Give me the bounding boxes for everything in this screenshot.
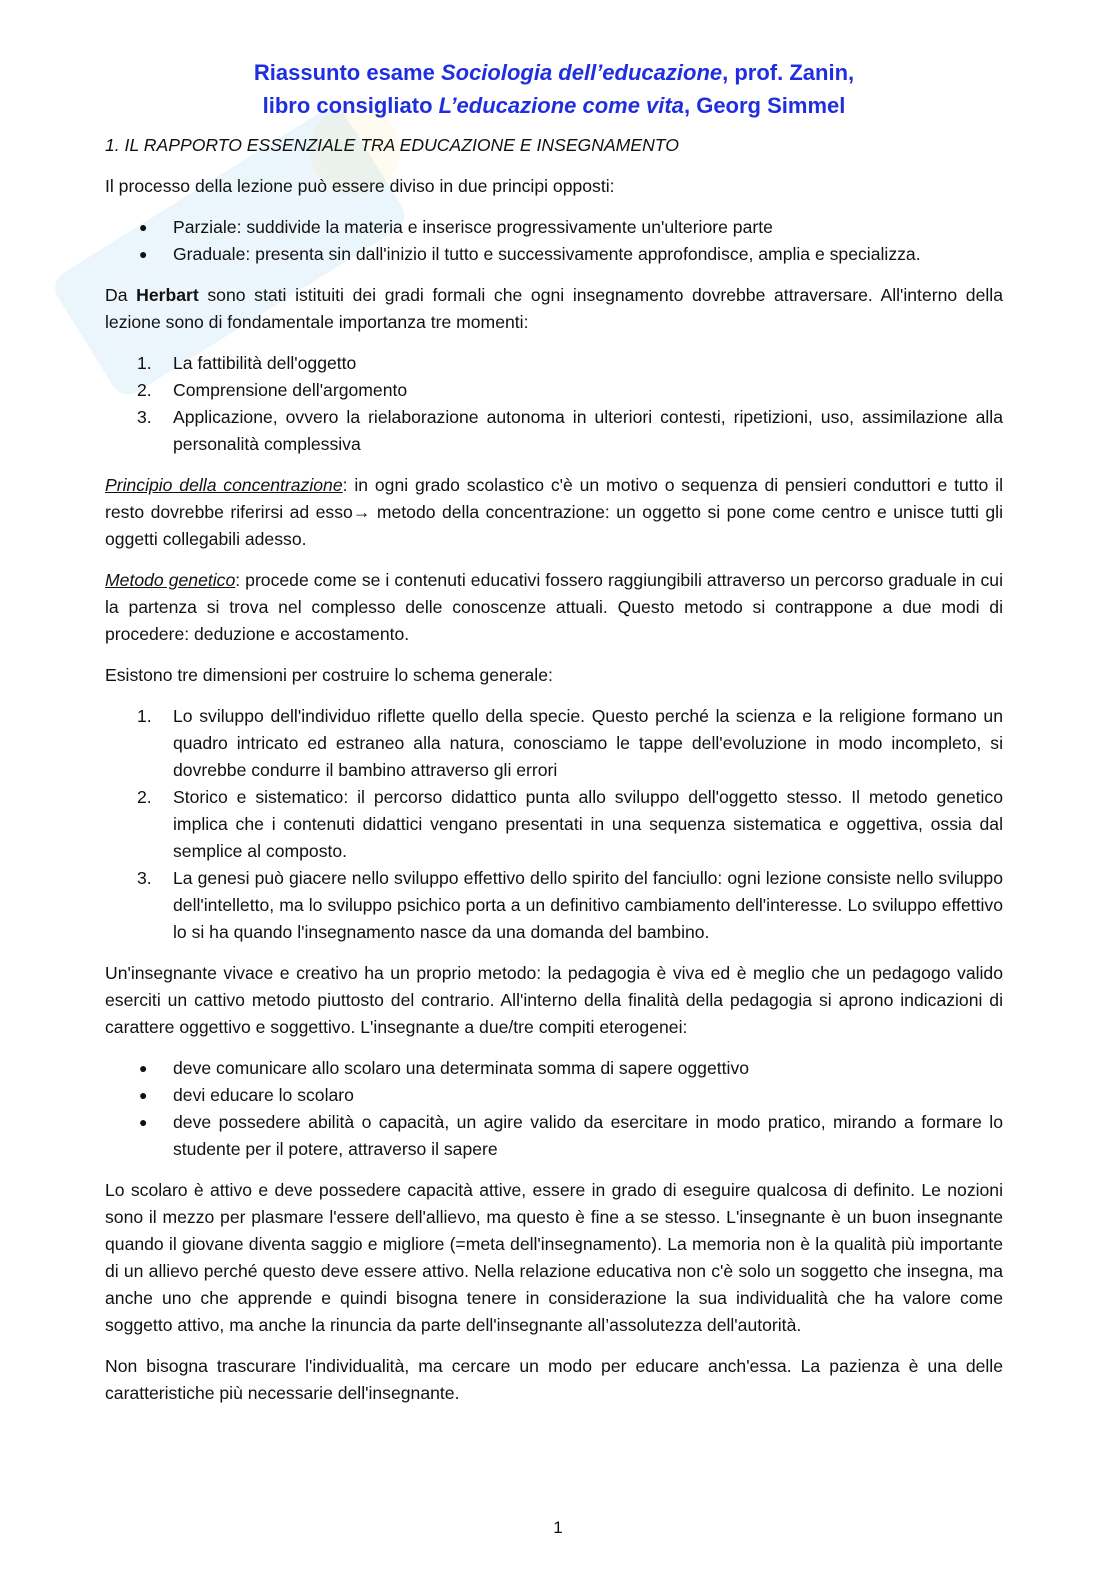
bullet-icon: ●	[139, 246, 148, 262]
document-title	[105, 56, 1003, 122]
title-line-2: libro consigliato L’educazione come vita, Georg Simmel	[262, 93, 846, 118]
list-item: 3. Applicazione, ovvero la rielaborazione autonoma in ulteriori contesti, ripetizioni, uso, assimilazione alla personalità complessiva	[137, 407, 1003, 454]
paragraph-herbart: Da Herbart sono stati istituiti dei gradi formali che ogni insegnamento dovrebbe attraversare. All'interno della lezione sono di fondamentale importanza tre momenti:	[105, 285, 1003, 332]
bullet-list-principles	[105, 214, 1003, 268]
bullet-icon: ●	[139, 1087, 148, 1103]
paragraph-insegnante: Un'insegnante vivace e creativo ha un proprio metodo: la pedagogia è viva ed è meglio che un pedagogo valido eserciti un cattivo metodo piuttosto del contrario. All'interno della finalità della pedagogia si aprono indicazioni di carattere oggettivo e soggettivo. L'insegnante a due/tre compiti eterogenei:	[105, 963, 1003, 1037]
numbered-list-dimensions	[105, 703, 1003, 946]
list-item: ● deve comunicare allo scolaro una determinata somma di sapere oggettivo	[105, 1055, 1003, 1082]
paragraph-scolaro: Lo scolaro è attivo e deve possedere capacità attive, essere in grado di eseguire qualcosa di definito. Le nozioni sono il mezzo per plasmare l'essere dell'allievo, ma questo è fine a se stesso. L'insegnante è un buon insegnante quando il giovane diventa saggio e migliore (=meta dell'insegnamento). La memoria non è la qualità più importante di un allievo perché questo deve essere attivo. Nella relazione educativa non c'è solo un soggetto che insegna, ma anche uno che apprende e quindi bisogna tenere in considerazione la sua individualità che ha valore come soggetto attivo, ma anche la rinuncia da parte dell'insegnante all’assolutezza dell'autorità.	[105, 1180, 1003, 1335]
paragraph-concentrazione: Principio della concentrazione: in ogni grado scolastico c'è un motivo o sequenza di pensieri conduttori e tutto il resto dovrebbe riferirsi ad esso→ metodo della concentrazione: un oggetto si pone come centro e unisce tutti gli oggetti collegabili adesso.	[105, 475, 1003, 549]
list-item: 2. Comprensione dell'argomento	[137, 380, 408, 400]
paragraph-intro: Il processo della lezione può essere diviso in due principi opposti:	[105, 176, 615, 196]
bullet-list-compiti	[105, 1055, 1003, 1163]
list-item: ● Parziale: suddivide la materia e inserisce progressivamente un'ulteriore parte	[105, 214, 1003, 241]
list-item: 2. Storico e sistematico: il percorso didattico punta allo sviluppo dell'oggetto stesso. Il metodo genetico implica che i contenuti didattici vengano presentati in una sequenza sistematica e oggettiva, ossia dal semplice al composto.	[137, 787, 1003, 861]
section-heading: 1. IL RAPPORTO ESSENZIALE TRA EDUCAZIONE E INSEGNAMENTO	[105, 135, 679, 155]
list-item: ● devi educare lo scolaro	[105, 1082, 1003, 1109]
list-item: 3. La genesi può giacere nello sviluppo effettivo dello spirito del fanciullo: ogni lezione consiste nello sviluppo dell'intelletto, ma lo sviluppo psichico porta a un definitivo cambiamento dell'interesse. Lo sviluppo effettivo lo si ha quando l'insegnamento nasce da una domanda del bambino.	[137, 868, 1003, 942]
bullet-icon: ●	[139, 1060, 148, 1076]
paragraph-metodo-genetico: Metodo genetico: procede come se i contenuti educativi fossero raggiungibili attraverso un percorso graduale in cui la partenza si trova nel complesso delle conoscenze attuali. Questo metodo si contrappone a due modi di procedere: deduzione e accostamento.	[105, 570, 1003, 644]
list-item: 1. Lo sviluppo dell'individuo riflette quello della specie. Questo perché la scienza e la religione formano un quadro intricato ed estraneo alla natura, conosciamo le tappe dell'evoluzione in modo incompleto, si dovrebbe condurre il bambino attraverso gli errori	[137, 706, 1003, 780]
paragraph-dimensioni: Esistono tre dimensioni per costruire lo schema generale:	[105, 665, 553, 685]
list-item: 1. La fattibilità dell'oggetto	[137, 353, 357, 373]
arrow-icon: →	[352, 502, 371, 522]
document-page	[105, 56, 1003, 1421]
list-item: ● deve possedere abilità o capacità, un agire valido da esercitare in modo pratico, mirando a formare lo studente per il potere, attraverso il sapere	[105, 1109, 1003, 1163]
list-item: ● Graduale: presenta sin dall'inizio il tutto e successivamente approfondisce, amplia e specializza.	[105, 241, 1003, 268]
page-number: 1	[553, 1518, 563, 1537]
paragraph-individualita: Non bisogna trascurare l'individualità, ma cercare un modo per educare anch'essa. La pazienza è una delle caratteristiche più necessarie dell'insegnante.	[105, 1356, 1003, 1403]
numbered-list-moments	[105, 350, 1003, 458]
title-line-1: Riassunto esame Sociologia dell’educazione, prof. Zanin,	[253, 60, 855, 85]
bullet-icon: ●	[139, 1114, 148, 1130]
bullet-icon: ●	[139, 219, 148, 235]
